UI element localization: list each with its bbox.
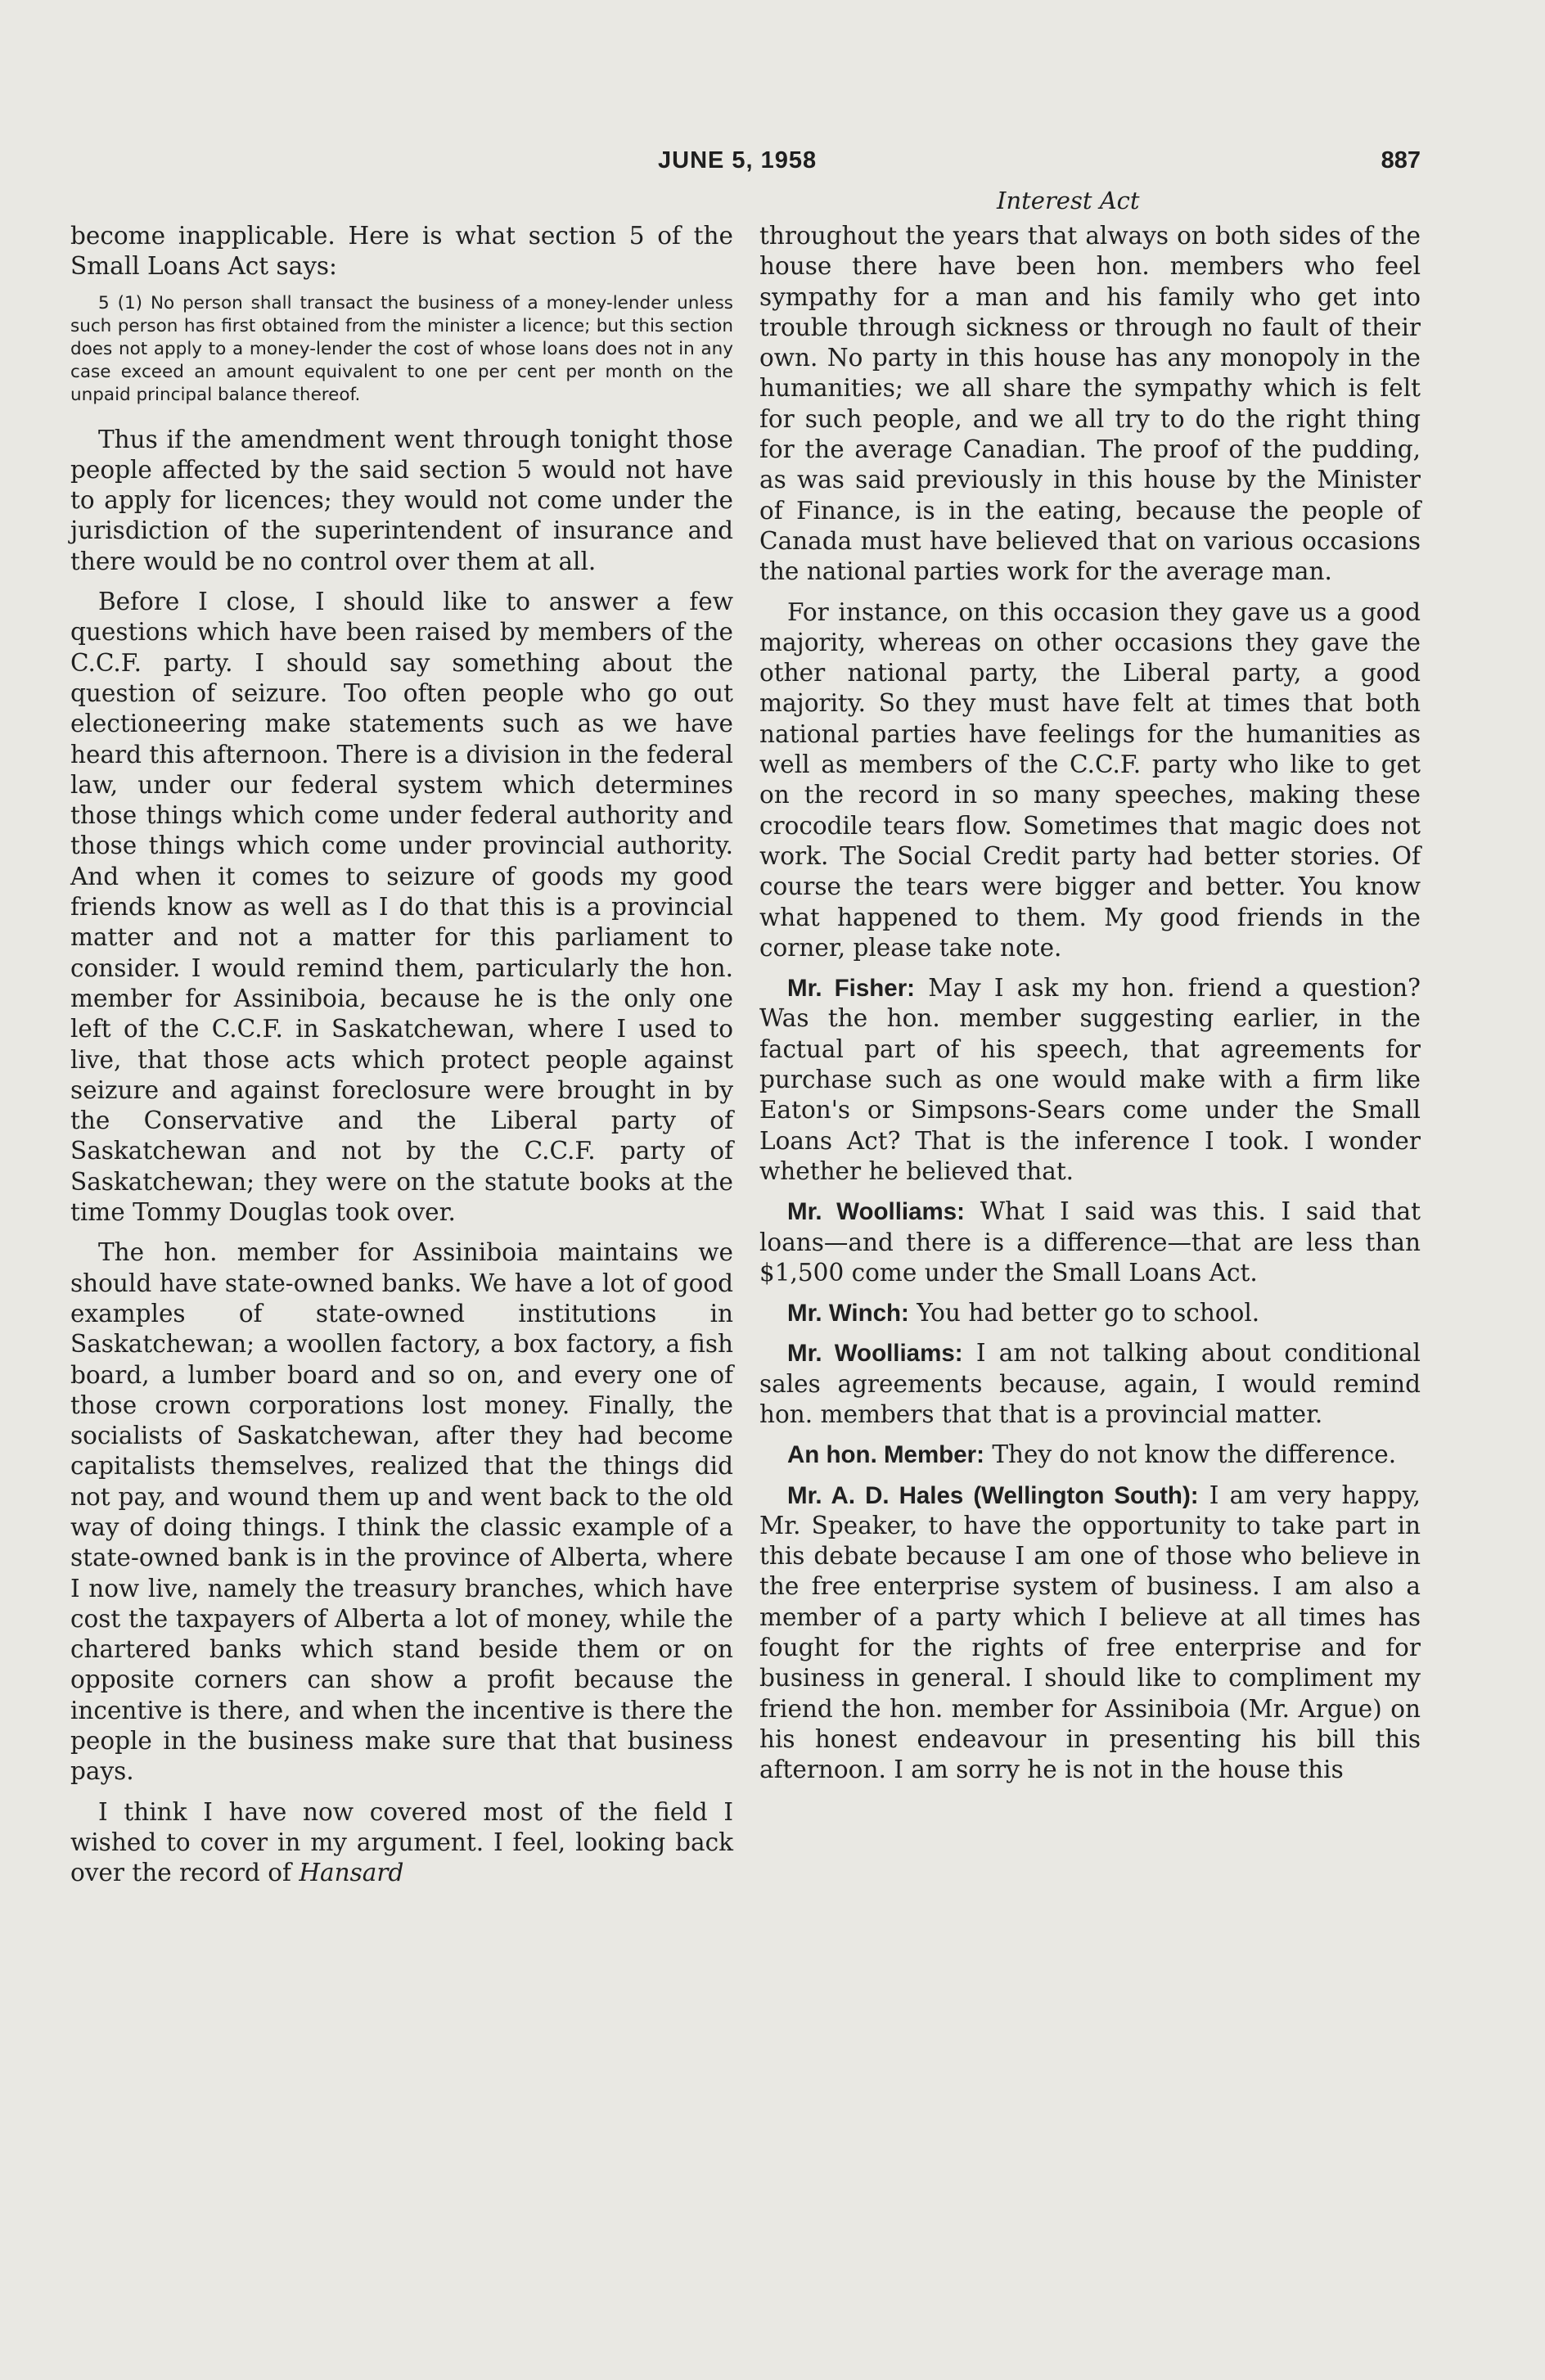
left-paragraph-1: become inapplicable. Here is what section 5 of the Small Loans Act says: [70, 222, 733, 281]
speech-woolliams-1 [759, 1197, 1421, 1288]
speaker-name: Mr. A. D. Hales (Wellington South): [787, 1481, 1199, 1509]
speaker-name: An hon. Member: [787, 1441, 984, 1469]
left-column [70, 221, 733, 1899]
right-column [759, 221, 1421, 1796]
speaker-name: Mr. Woolliams: [787, 1340, 963, 1368]
speaker-name: Mr. Woolliams: [787, 1198, 965, 1226]
speech-text: You had better go to school. [917, 1299, 1260, 1327]
page-number: 887 [1381, 147, 1421, 174]
left-paragraph-5 [70, 1797, 733, 1889]
right-paragraph-2: For instance, on this occasion they gave us a good majority, whereas on other occasions they gave the other national party, the Liberal party, a good majority. So they must have felt at times that both national parties have feelings for the humanities as well as members of the C.C.F. party who like to get on the record in so many speeches, making these crocodile tears flow. Sometimes that magic does not work. The Social Credit party had better stories. Of course the tears were bigger and better. You know what happened to them. My good friends in the corner, please take note. [759, 597, 1421, 962]
left-paragraph-3: Before I close, I should like to answer a few questions which have been raised by members of the C.C.F. party. I should say something about the question of seizure. Too often people who go out electioneering make statements such as we have heard this afternoon. There is a division in the federal law, under our federal system which determines those things which come under federal authority and those things which come under provincial authority. And when it comes to seizure of goods my good friends know as well as I do that this is a provincial matter and not a matter for this parliament to consider. I would remind them, particularly the hon. member for Assiniboia, because he is the only one left of the C.C.F. in Saskatchewan, where I used to live, that those acts which protect people against seizure and against foreclosure were brought in by the Conservative and the Liberal party of Saskatchewan and not by the C.C.F. party of Saskatchewan; they were on the statute books at the time Tommy Douglas took over. [70, 588, 733, 1227]
speech-text: They do not know the difference. [992, 1440, 1397, 1469]
speaker-name: Mr. Winch: [787, 1300, 909, 1327]
speech-hon-member [759, 1440, 1421, 1470]
statute-quote-text: 5 (1) No person shall transact the business of a money-lender unless such person has first obtained from the minister a licence; but this section does not apply to a money-lender the cost of whose loans does not in any case exceed an amount equivalent to one per cent per month on the unpaid principal balance thereof. [70, 292, 733, 405]
left-paragraph-2: Thus if the amendment went through tonight those people affected by the said section 5 would not have to apply for licences; they would not come under the jurisdiction of the superintendent of insurance and there would be no control over them at all. [70, 425, 733, 575]
running-head [70, 147, 1421, 188]
right-paragraph-1: throughout the years that always on both sides of the house there have been hon. members who feel sympathy for a man and his family who get into trouble through sickness or through no fault of their own. No party in this house has any monopoly in the humanities; we all share the sympathy which is felt for such people, and we all try to do the right thing for the average Canadian. The proof of the pudding, as was said previously in this house by the Minister of Finance, is in the eating, because the people of Canada must have believed that on various occasions the national parties work for the average man. [759, 222, 1421, 586]
speech-text: What I said was this. I said that loans—and there is a difference—that are less than $1,500 come under the Small Loans Act. [759, 1197, 1421, 1287]
left-paragraph-5-text: I think I have now covered most of the field I wished to cover in my argument. I feel, looking back over the record of [70, 1797, 733, 1887]
header-date: JUNE 5, 1958 [658, 147, 818, 174]
speech-winch [759, 1298, 1421, 1328]
speech-hales [759, 1481, 1421, 1786]
speaker-name: Mr. Fisher: [787, 975, 916, 1003]
speech-fisher [759, 973, 1421, 1187]
speech-text: I am very happy, Mr. Speaker, to have the opportunity to take part in this debate because I am one of those who believe in the free enterprise system of business. I am also a member of a party which I believe at all times has fought for the rights of free enterprise and for business in general. I should like to compliment my friend the hon. member for Assiniboia (Mr. Argue) on his honest endeavour in presenting his bill this afternoon. I am sorry he is not in the house this [759, 1481, 1421, 1784]
left-paragraph-4: The hon. member for Assiniboia maintains we should have state-owned banks. We have a lot of good examples of state-owned institutions in Saskatchewan; a woollen factory, a box factory, a fish board, a lumber board and so on, and every one of those crown corporations lost money. Finally, the socialists of Saskatchewan, after they had become capitalists themselves, realized that the things did not pay, and wound them up and went back to the old way of doing things. I think the classic example of a state-owned bank is in the province of Alberta, where I now live, namely the treasury branches, which have cost the taxpayers of Alberta a lot of money, while the chartered banks which stand beside them or on opposite corners can show a profit because the incentive is there, and when the incentive is there the people in the business make sure that that business pays. [70, 1238, 733, 1786]
section-title: Interest Act [997, 187, 1140, 214]
speech-text: May I ask my hon. friend a question? Was the hon. member suggesting earlier, in the factual part of his speech, that agreements for purchase such as one would make with a firm like Eaton's or Simpsons-Sears come under the Small Loans Act? That is the inference I took. I wonder whether he believed that. [759, 974, 1421, 1185]
hansard-italic: Hansard [299, 1859, 404, 1887]
statute-quote [70, 292, 733, 407]
speech-woolliams-2 [759, 1338, 1421, 1430]
speech-text: I am not talking about conditional sales agreements because, again, I would remind hon. members that that is a provincial matter. [759, 1339, 1421, 1428]
